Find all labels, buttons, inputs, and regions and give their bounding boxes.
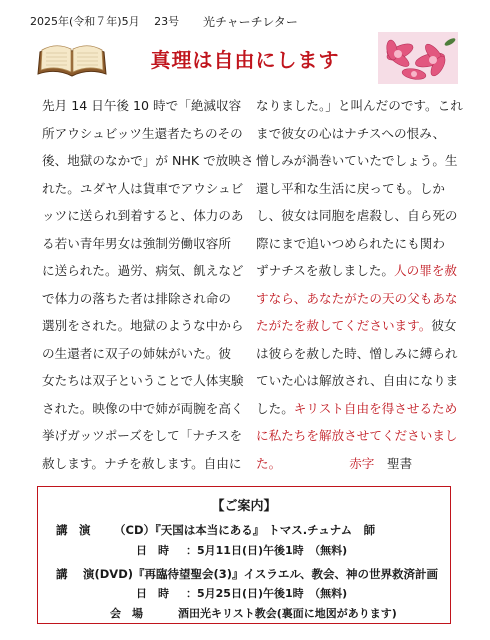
article-line: 憎しみが渦巻いていたでしょう。生 [256,153,458,168]
scripture-label: 聖書 [386,455,413,471]
lecture2-label: 講 [56,567,68,581]
article-text: 彼女 [431,318,457,333]
article-line: 所アウシュビッツ生還者たちのその [42,125,243,141]
scripture-quote: 人の罪を赦 [394,263,457,278]
article-text: ずナチスを赦しました。 [256,263,395,278]
lily-flowers-image [378,32,458,84]
red-text-legend: 赤字 [349,455,375,471]
article-line: 先月 14 日午後 10 時で「絶滅収容 [42,98,242,113]
article-line: 選別をされた。地獄のような中から [42,318,244,333]
scripture-quote: に私たちを解放させてくださいまし [256,428,458,443]
announcement-heading: 【ご案内】 [211,499,277,514]
lecture2-date-label: 日 時 [136,587,169,600]
lecture1-title: （CD）『天国は本当にある』 トマス.チュナム 師 [114,523,376,537]
newsletter-header [30,13,298,29]
article-line: 挙げガッツポーズをして「ナチスを [42,428,243,443]
article-line: ッツに送られ到着すると、体力のあ [42,208,244,223]
article-line: まで彼女の心はナチスへの恨み、 [256,125,446,141]
issue-date: 2025年(令和７年)5月 23号 [30,15,180,28]
article-line: なりました。」と叫んだのです。これ [256,98,463,113]
article-text: した。 [256,400,294,416]
lecture2-title: 演(DVD)『再臨待望聖会(3)』イスラエル、教会、神の世界救済計画 [83,567,438,581]
article-line: に送られた。過労、病気、飢えなど [42,263,244,278]
article-line: 際にまで追いつめられたにも関わ [256,235,445,251]
article-right-column [256,92,463,477]
article-line: 女たちは双子ということで人体実験 [42,373,244,388]
article-line: は彼らを赦した時、憎しみに縛られ [256,345,458,361]
lecture1-date: ：5月11日(日)午後1時 （無料) [186,544,348,557]
article-line: ていた心は解放され、自由になりま [256,373,459,388]
article-line: された。映像の中で姉が両腕を高く [42,400,244,416]
article-line: 後、地獄のなかで」が NHK で放映さ [42,153,254,168]
article-line: で体力の落ちた者は排除され命の [42,290,231,306]
announcement-box [37,486,451,624]
article-line [256,312,456,340]
scripture-quote: たがたを赦してくださいます。 [256,318,432,333]
article-line [256,257,456,285]
article-line: し、彼女は同胞を虐殺し、自ら死の [256,208,458,223]
lecture1-date-label: 日 時 [136,544,169,557]
article-line: れた。ユダヤ人は貨車でアウシュビ [42,180,244,196]
scripture-quote: た。 [256,455,282,471]
article-line: る若い青年男女は強制労働収容所 [42,235,231,251]
article-line: 赦します。ナチを赦します。自由に [42,455,242,471]
lecture1-label: 講 演 [56,523,91,537]
venue-value: 酒田光キリスト教会(裏面に地図があります) [178,607,397,620]
scripture-quote: キリスト自由を得させるため [293,400,458,416]
lecture2-date: ：5月25日(日)午後1時 （無料) [186,587,348,600]
page-title: 真理は自由にします [150,48,340,72]
newsletter-name: 光チャーチレター [203,15,298,29]
article-line: の生還者に双子の姉妹がいた。彼 [42,345,231,361]
scripture-quote: すなら、あなたがたの天の父もあな [256,290,458,306]
article-line: 還し平和な生活に戻っても。しか [256,180,445,196]
article-line [256,450,456,478]
article-left-column [42,92,254,477]
venue-label: 会 場 [110,607,143,620]
article-line [256,395,456,423]
